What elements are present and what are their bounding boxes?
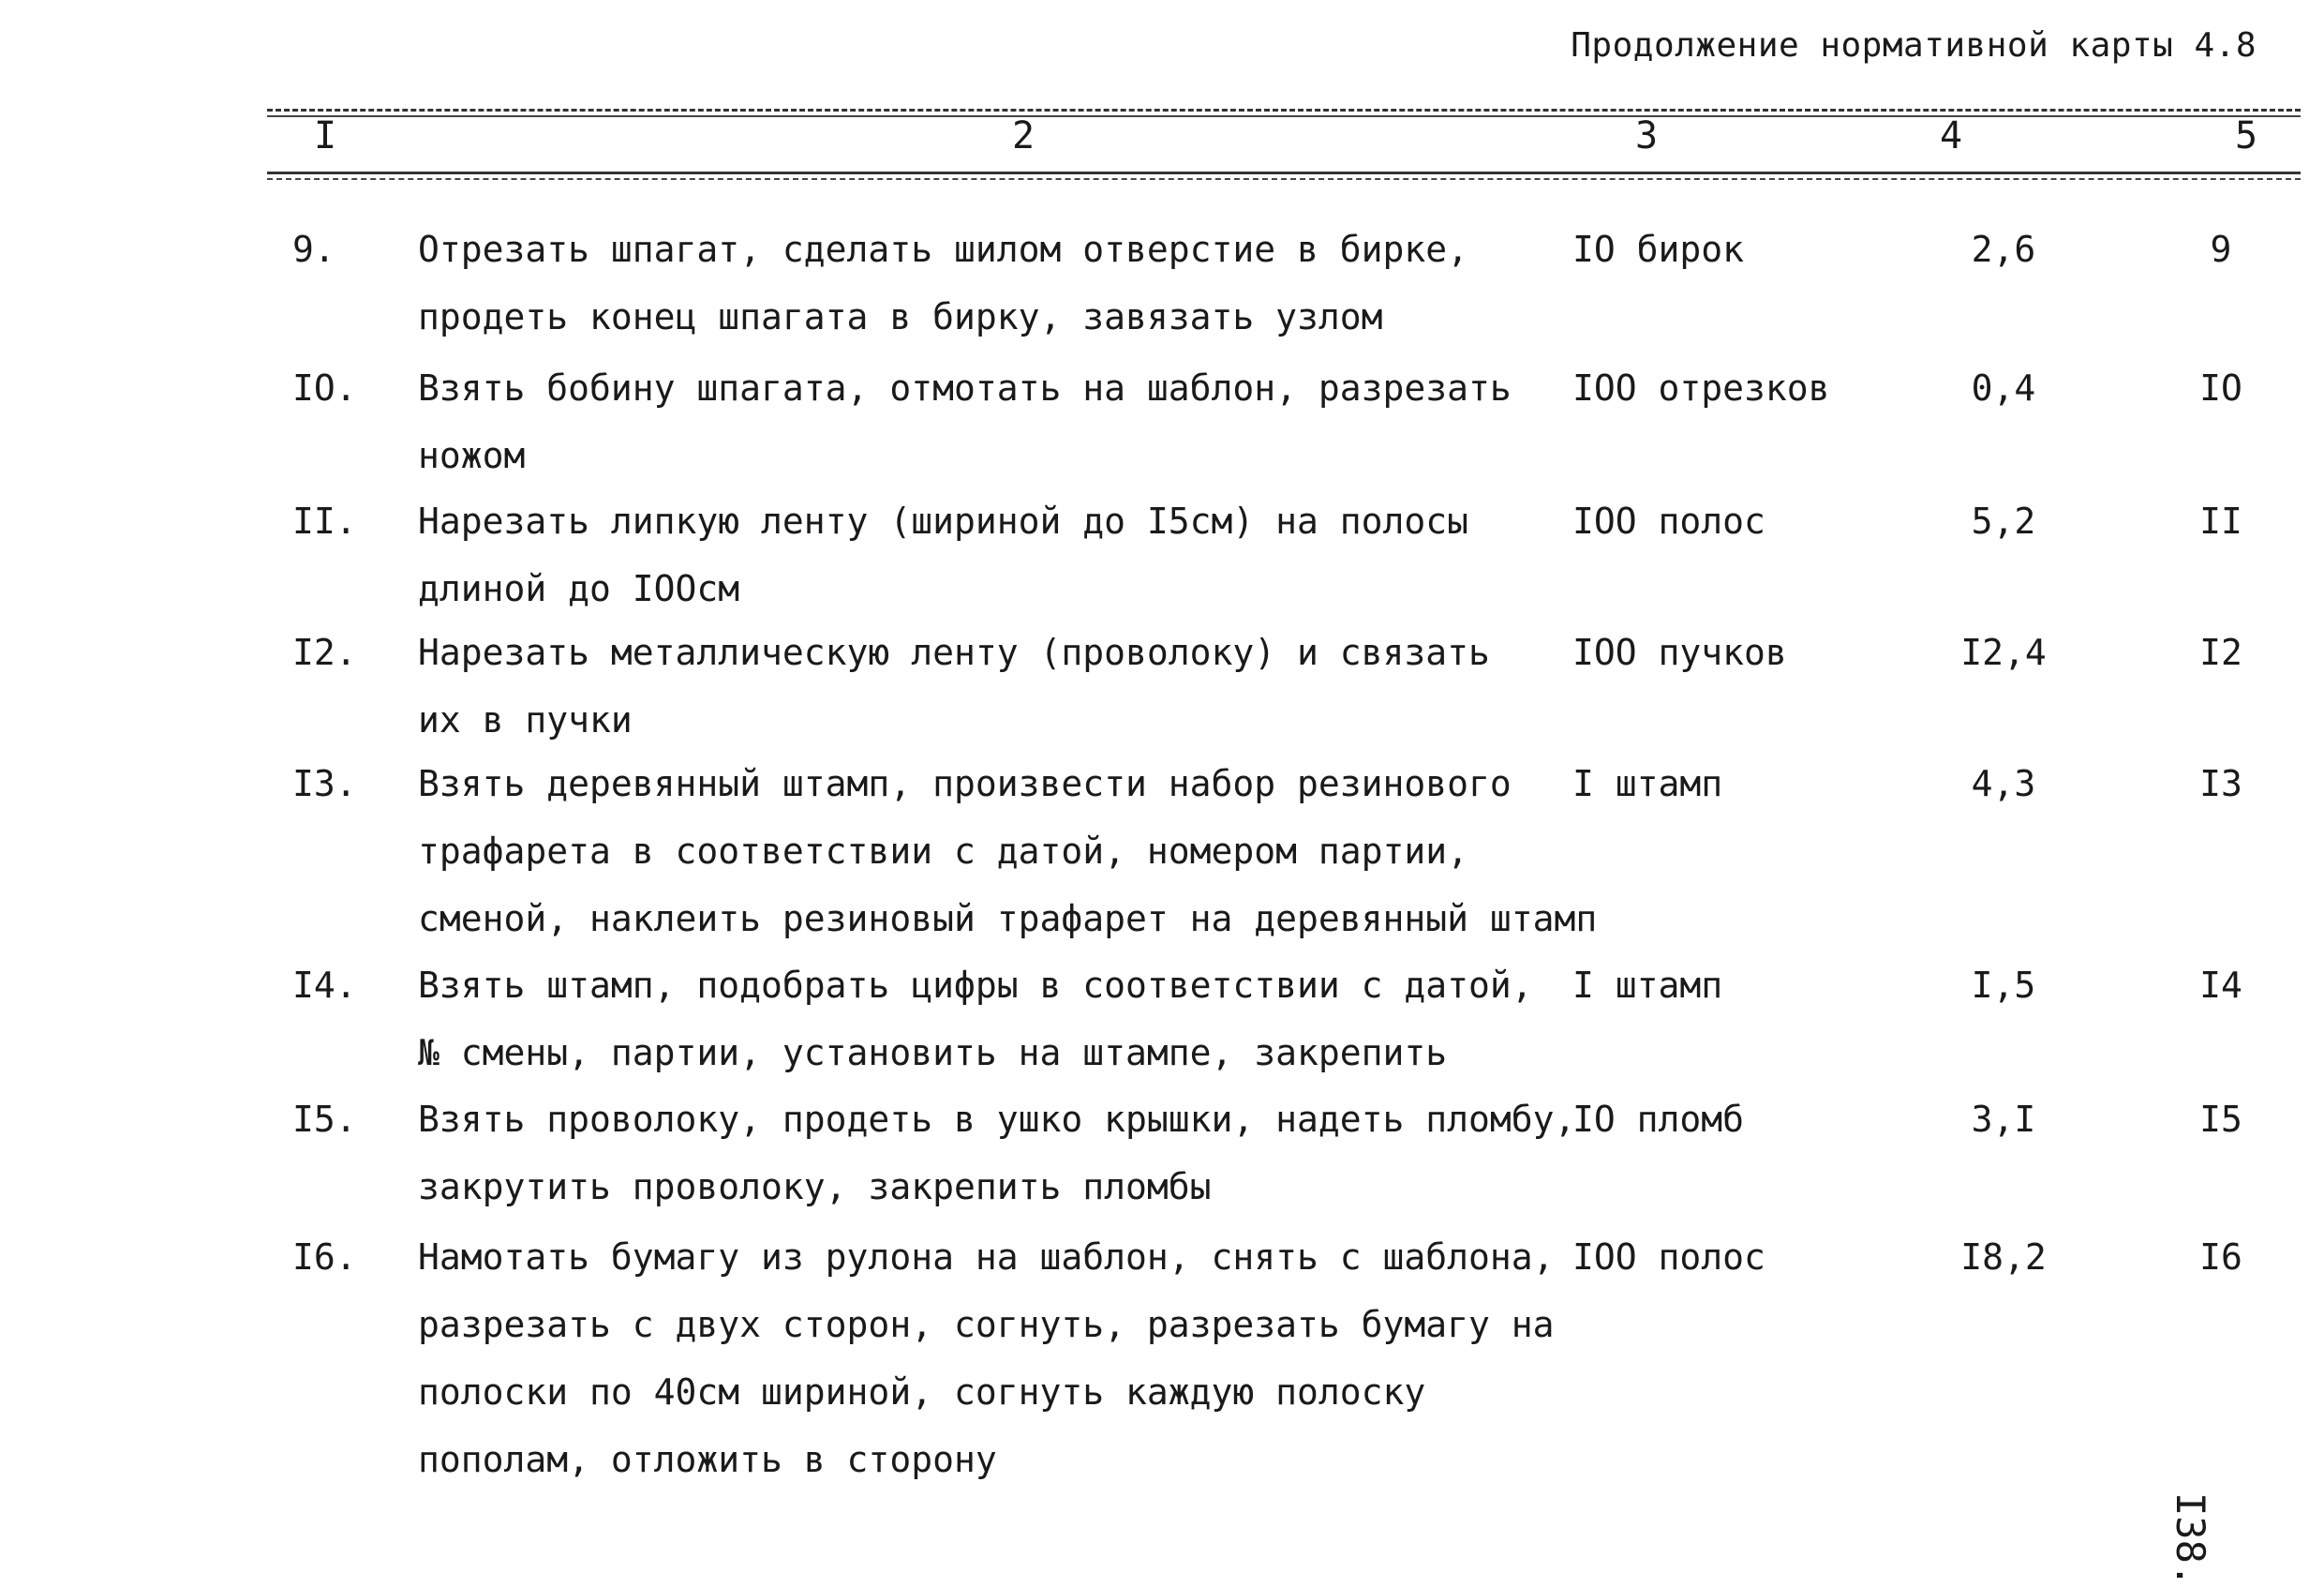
- operation-text-line: Взять проволоку, продеть в ушко крышки, надеть пломбу,: [418, 1099, 1576, 1140]
- row-number: I2.: [292, 632, 357, 673]
- table-top-rule: [267, 109, 2301, 112]
- column-header-1: I: [314, 114, 337, 157]
- row-number: I6.: [292, 1236, 357, 1278]
- row-number: I3.: [292, 763, 357, 804]
- unit-of-measure: I штамп: [1572, 763, 1723, 804]
- operation-text-line: пополам, отложить в сторону: [418, 1439, 997, 1480]
- column-header-5: 5: [2235, 114, 2258, 157]
- unit-of-measure: IO бирок: [1572, 229, 1745, 270]
- column-header-2: 2: [1012, 114, 1035, 157]
- operation-text-line: закрутить проволоку, закрепить пломбы: [418, 1166, 1212, 1207]
- time-norm: 0,4: [1971, 367, 2036, 409]
- operation-text-line: № смены, партии, установить на штампе, закрепить: [418, 1032, 1448, 1073]
- unit-of-measure: IO пломб: [1572, 1099, 1745, 1140]
- operation-text-line: разрезать с двух сторон, согнуть, разрезать бумагу на: [418, 1304, 1555, 1345]
- operation-text-line: Нарезать липкую ленту (шириной до I5см) на полосы: [418, 501, 1469, 542]
- row-number: II.: [292, 501, 357, 542]
- header-bottom-rule: [267, 172, 2301, 174]
- item-code: 9: [2210, 229, 2232, 270]
- operation-text-line: Отрезать шпагат, сделать шилом отверстие в бирке,: [418, 229, 1469, 270]
- operation-text-line: продеть конец шпагата в бирку, завязать узлом: [418, 296, 1383, 337]
- time-norm: 4,3: [1971, 763, 2036, 804]
- page-header: Продолжение нормативной карты 4.8: [1571, 26, 2257, 65]
- time-norm: I8,2: [1960, 1236, 2047, 1278]
- header-bottom-rule-inner: [267, 178, 2301, 180]
- time-norm: 5,2: [1971, 501, 2036, 542]
- column-header-4: 4: [1940, 114, 1963, 157]
- item-code: I5: [2199, 1099, 2242, 1140]
- unit-of-measure: IOO полос: [1572, 1236, 1765, 1278]
- row-number: IO.: [292, 367, 357, 409]
- time-norm: 2,6: [1971, 229, 2036, 270]
- unit-of-measure: IOO пучков: [1572, 632, 1787, 673]
- item-code: II: [2199, 501, 2242, 542]
- unit-of-measure: IOO полос: [1572, 501, 1765, 542]
- unit-of-measure: I штамп: [1572, 965, 1723, 1006]
- operation-text-line: Намотать бумагу из рулона на шаблон, снять с шаблона,: [418, 1236, 1555, 1278]
- item-code: I4: [2199, 965, 2242, 1006]
- operation-text-line: Нарезать металлическую ленту (проволоку) и связать: [418, 632, 1490, 673]
- operation-text-line: Взять штамп, подобрать цифры в соответствии с датой,: [418, 965, 1533, 1006]
- item-code: I3: [2199, 763, 2242, 804]
- column-header-3: 3: [1635, 114, 1659, 157]
- operation-text-line: их в пучки: [418, 699, 633, 741]
- row-number: 9.: [292, 229, 335, 270]
- operation-text-line: Взять бобину шпагата, отмотать на шаблон, разрезать: [418, 367, 1512, 409]
- operation-text-line: ножом: [418, 435, 526, 476]
- item-code: I2: [2199, 632, 2242, 673]
- page-number: I38.: [2168, 1492, 2213, 1587]
- operation-text-line: трафарета в соответствии с датой, номером партии,: [418, 831, 1469, 872]
- item-code: I6: [2199, 1236, 2242, 1278]
- table-top-rule-inner: [267, 115, 2301, 117]
- operation-text-line: Взять деревянный штамп, произвести набор резинового: [418, 763, 1512, 804]
- time-norm: I,5: [1971, 965, 2036, 1006]
- unit-of-measure: IOO отрезков: [1572, 367, 1830, 409]
- time-norm: 3,I: [1971, 1099, 2036, 1140]
- row-number: I5.: [292, 1099, 357, 1140]
- time-norm: I2,4: [1960, 632, 2047, 673]
- row-number: I4.: [292, 965, 357, 1006]
- operation-text-line: сменой, наклеить резиновый трафарет на деревянный штамп: [418, 898, 1598, 939]
- operation-text-line: полоски по 40см шириной, согнуть каждую полоску: [418, 1371, 1426, 1413]
- operation-text-line: длиной до IOOсм: [418, 568, 740, 609]
- item-code: IO: [2199, 367, 2242, 409]
